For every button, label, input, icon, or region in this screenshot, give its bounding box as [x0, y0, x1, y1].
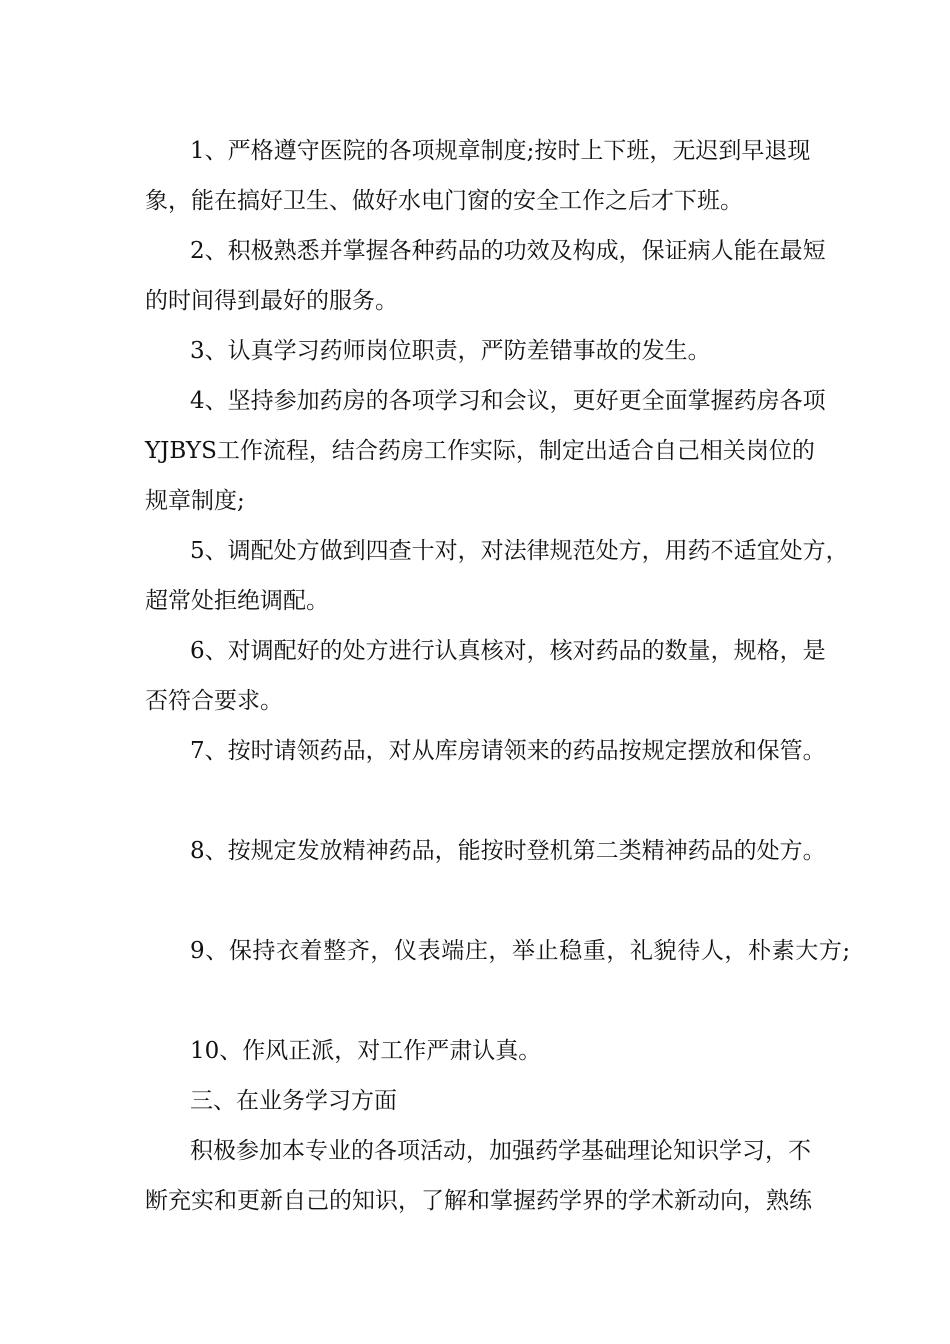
text-line: 规章制度; [145, 488, 245, 514]
text-line: 6、对调配好的处方进行认真核对，核对药品的数量，规格，是 [190, 638, 826, 664]
text-line: 象，能在搞好卫生、做好水电门窗的安全工作之后才下班。 [145, 188, 743, 214]
text-line: 10、作风正派，对工作严肃认真。 [190, 1038, 542, 1064]
text-line: 超常处拒绝调配。 [145, 588, 329, 614]
text-line: 3、认真学习药师岗位职责，严防差错事故的发生。 [190, 338, 711, 364]
text-line: 积极参加本专业的各项活动，加强药学基础理论知识学习，不 [190, 1138, 811, 1164]
text-line: 断充实和更新自己的知识，了解和掌握药学界的学术新动向，熟练 [145, 1188, 812, 1214]
text-line: YJBYS工作流程，结合药房工作实际，制定出适合自己相关岗位的 [145, 438, 815, 464]
text-line: 1、严格遵守医院的各项规章制度;按时上下班，无迟到早退现 [190, 138, 811, 164]
text-line: 9、保持衣着整齐，仪表端庄，举止稳重，礼貌待人，朴素大方; [190, 938, 851, 964]
text-line: 否符合要求。 [145, 688, 283, 714]
text-line: 2、积极熟悉并掌握各种药品的功效及构成，保证病人能在最短 [190, 238, 826, 264]
text-line: 4、坚持参加药房的各项学习和会议，更好更全面掌握药房各项 [190, 388, 826, 414]
text-line: 8、按规定发放精神药品，能按时登机第二类精神药品的处方。 [190, 838, 826, 864]
text-line: 7、按时请领药品，对从库房请领来的药品按规定摆放和保管。 [190, 738, 826, 764]
section-heading: 三、在业务学习方面 [190, 1088, 397, 1114]
text-line: 的时间得到最好的服务。 [145, 288, 398, 314]
text-line: 5、调配处方做到四查十对，对法律规范处方，用药不适宜处方， [190, 538, 849, 564]
